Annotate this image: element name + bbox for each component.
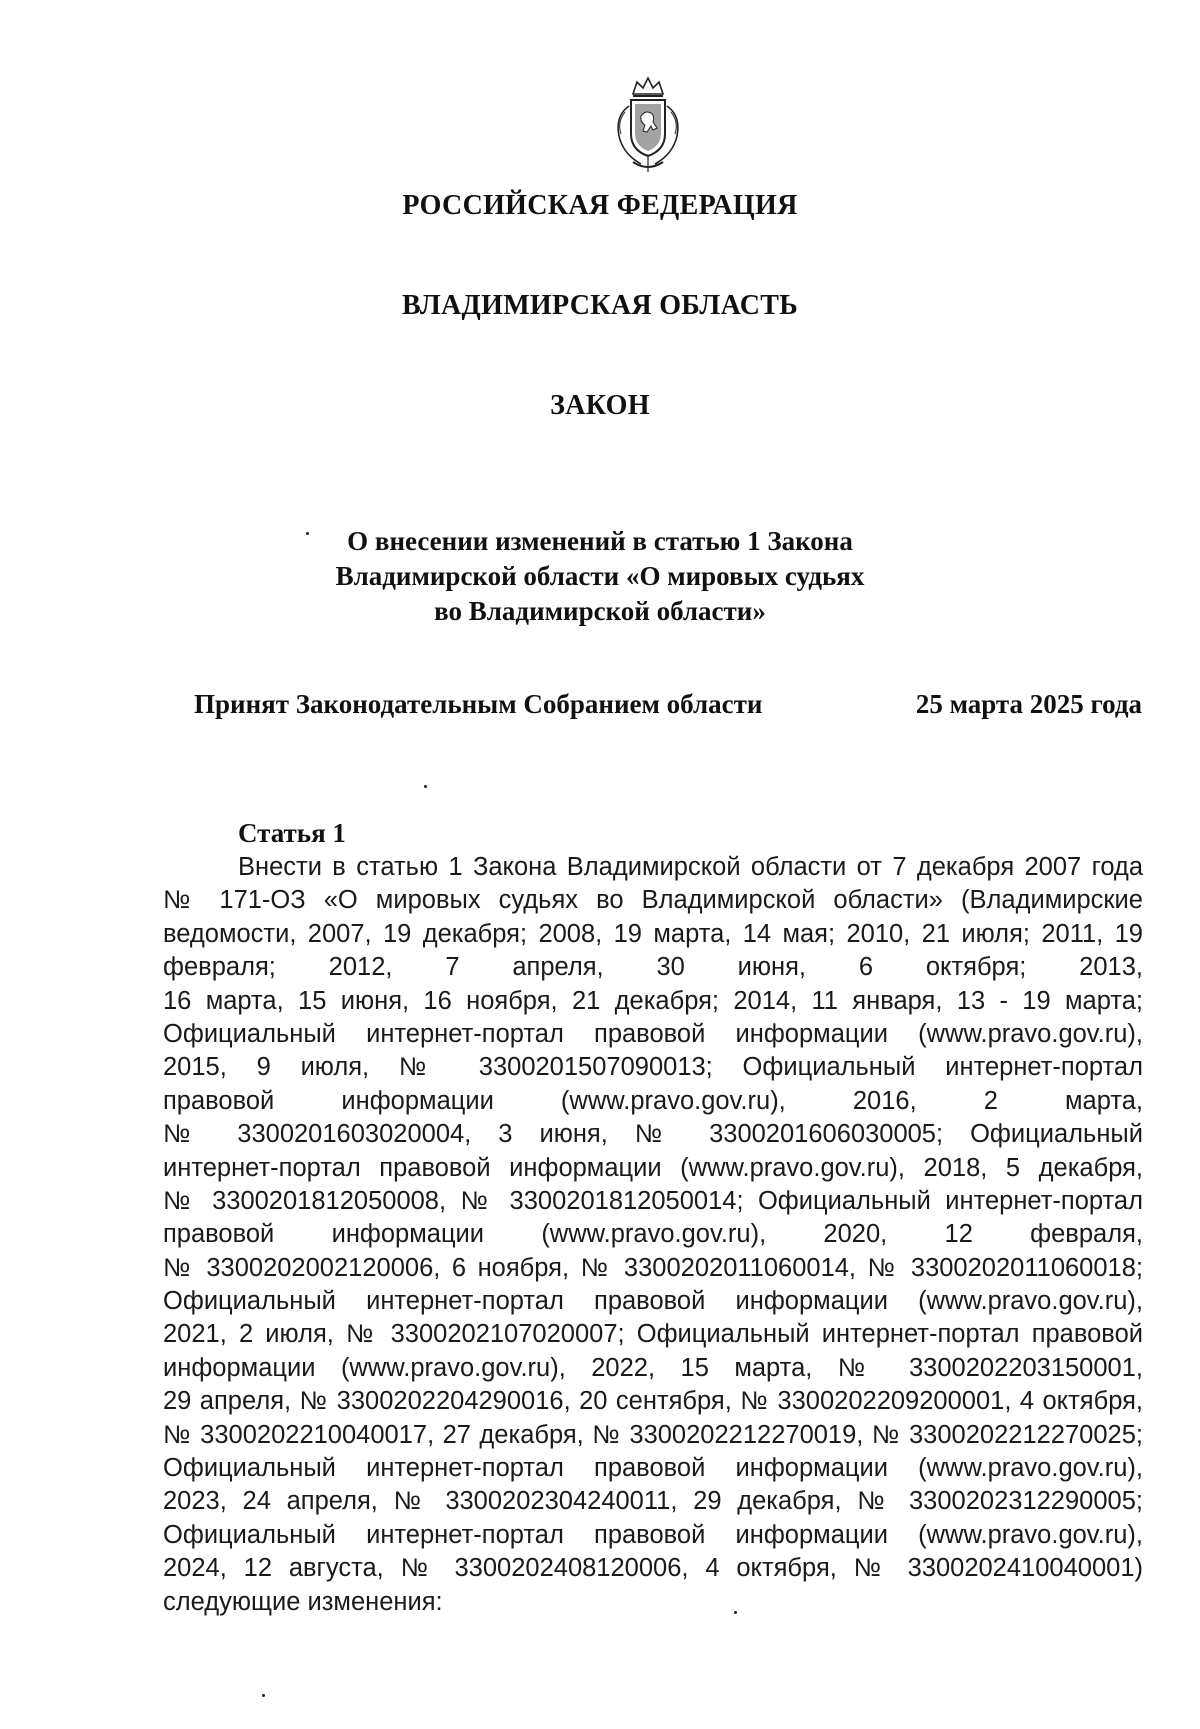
article-line: правовой информации (www.pravo.gov.ru), 2016, 2 марта, bbox=[163, 1086, 1143, 1115]
article-line: № 3300202002120006, 6 ноября, № 3300202011060014, № 3300202011060018; bbox=[163, 1253, 1143, 1282]
article-line: Официальный интернет-портал правовой информации (www.pravo.gov.ru), bbox=[163, 1287, 1143, 1316]
coat-of-arms-icon bbox=[607, 76, 689, 176]
article-body bbox=[163, 851, 1143, 1619]
adoption-date: 25 марта 2025 года bbox=[915, 689, 1142, 719]
law-title-line: во Владимирской области» bbox=[434, 596, 766, 626]
article-line: 16 марта, 15 июня, 16 ноября, 21 декабря; 2014, 11 января, 13 - 19 марта; bbox=[163, 986, 1143, 1015]
article-line: № 3300201812050008, № 3300201812050014; Официальный интернет-портал bbox=[163, 1186, 1143, 1215]
country-heading: РОССИЙСКАЯ ФЕДЕРАЦИЯ bbox=[402, 190, 798, 221]
article-line: Официальный интернет-портал правовой информации (www.pravo.gov.ru), bbox=[163, 1019, 1143, 1048]
scan-speck bbox=[734, 1611, 737, 1614]
law-title bbox=[0, 524, 1200, 629]
article-line: 29 апреля, № 3300202204290016, 20 сентября, № 3300202209200001, 4 октября, bbox=[163, 1387, 1143, 1416]
scan-speck bbox=[262, 1694, 265, 1697]
article-line: 2024, 12 августа, № 3300202408120006, 4 октября, № 3300202410040001) bbox=[163, 1554, 1143, 1583]
article-heading: Статья 1 bbox=[238, 818, 346, 848]
law-title-line: Владимирской области «О мировых судьях bbox=[335, 561, 865, 591]
adopted-by-text: Принят Законодательным Собранием области bbox=[194, 689, 763, 719]
article-line: № 3300202210040017, 27 декабря, № 3300202212270019, № 3300202212270025; bbox=[163, 1420, 1143, 1449]
article-line: Официальный интернет-портал правовой информации (www.pravo.gov.ru), bbox=[163, 1454, 1143, 1483]
article-line: интернет-портал правовой информации (www.pravo.gov.ru), 2018, 5 декабря, bbox=[163, 1153, 1143, 1182]
article-line: следующие изменения: bbox=[163, 1587, 443, 1616]
article-line: 2023, 24 апреля, № 3300202304240011, 29 декабря, № 3300202312290005; bbox=[163, 1487, 1143, 1516]
article-line: Официальный интернет-портал правовой информации (www.pravo.gov.ru), bbox=[163, 1520, 1143, 1549]
law-title-line: О внесении изменений в статью 1 Закона bbox=[347, 526, 853, 556]
document-type-heading: ЗАКОН bbox=[550, 390, 650, 421]
article-line: ведомости, 2007, 19 декабря; 2008, 19 марта, 14 мая; 2010, 21 июля; 2011, 19 bbox=[163, 919, 1143, 948]
article-line: 2015, 9 июля, № 3300201507090013; Официальный интернет-портал bbox=[163, 1053, 1143, 1082]
article-line: правовой информации (www.pravo.gov.ru), 2020, 12 февраля, bbox=[163, 1220, 1143, 1249]
scan-speck bbox=[424, 785, 427, 788]
region-heading: ВЛАДИМИРСКАЯ ОБЛАСТЬ bbox=[401, 290, 799, 321]
article-line: февраля; 2012, 7 апреля, 30 июня, 6 октября; 2013, bbox=[163, 953, 1143, 982]
article-line: Внести в статью 1 Закона Владимирской области от 7 декабря 2007 года bbox=[238, 853, 1143, 881]
article-line: № 171-ОЗ «О мировых судьях во Владимирской области» (Владимирские bbox=[163, 886, 1143, 915]
article-line: 2021, 2 июля, № 3300202107020007; Официальный интернет-портал правовой bbox=[163, 1320, 1143, 1349]
article-line: информации (www.pravo.gov.ru), 2022, 15 марта, № 3300202203150001, bbox=[163, 1353, 1143, 1382]
article-line: № 3300201603020004, 3 июня, № 3300201606030005; Официальный bbox=[163, 1120, 1143, 1149]
scan-speck bbox=[306, 532, 309, 535]
